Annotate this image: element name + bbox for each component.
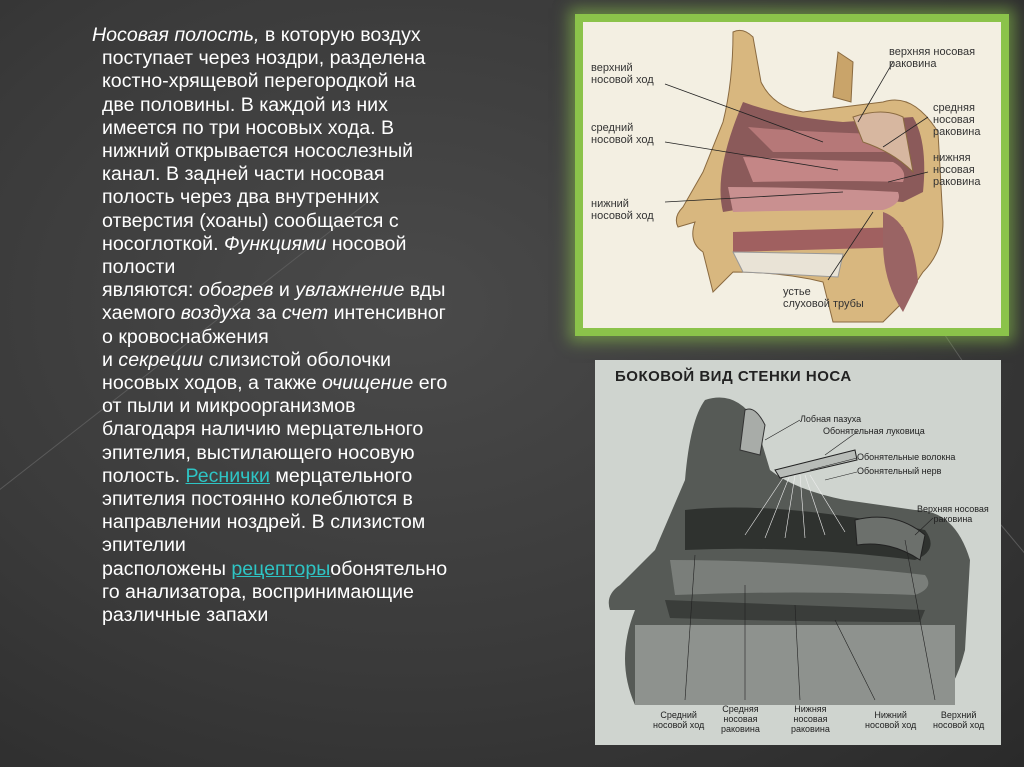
text-span: за <box>251 302 282 325</box>
label-olfactory-fibers: Обонятельные волокна <box>857 452 956 462</box>
text-span: нижний открывается носослезный <box>102 140 414 163</box>
nasal-cavity-figure <box>583 22 1001 328</box>
text-span: вды <box>404 279 446 302</box>
text-line <box>102 511 542 534</box>
text-line <box>102 372 542 395</box>
text-span: мерцательного <box>269 464 413 487</box>
text-line <box>102 70 542 93</box>
text-span: направлении ноздрей. В слизистом <box>102 511 426 534</box>
text-line <box>102 163 542 186</box>
hyperlink[interactable]: Реснички <box>185 464 270 487</box>
text-span: счет <box>281 302 329 325</box>
text-line <box>92 24 542 47</box>
text-line <box>102 302 542 325</box>
text-span: носовых ходов, а также <box>102 372 323 395</box>
text-span: благодаря наличию мерцательного <box>102 418 424 441</box>
text-line <box>102 488 542 511</box>
text-line <box>102 140 542 163</box>
label-upper-concha: верхняя носовая раковина <box>889 46 976 70</box>
hyperlink[interactable]: рецепторы <box>231 557 331 580</box>
text-line <box>102 465 542 488</box>
label-middle-concha: Средняя носовая раковина <box>721 704 760 734</box>
nasal-wall-figure <box>595 360 1001 745</box>
text-span: имеется по три носовых хода. В <box>102 116 395 139</box>
text-line <box>102 256 542 279</box>
text-span: канал. В задней части носовая <box>102 163 385 186</box>
text-span: и <box>102 348 119 371</box>
text-span: от пыли и микроорганизмов <box>102 395 356 418</box>
text-line <box>102 117 542 140</box>
text-span: увлажнение <box>295 279 405 302</box>
text-line <box>102 349 542 372</box>
text-span: поступает через ноздри, разделена <box>102 47 426 70</box>
text-span: обонятельно <box>330 557 448 580</box>
text-span: различные запахи <box>102 604 269 627</box>
label-middle-meatus: Средний носовой ход <box>653 710 705 730</box>
label-middle-meatus: средний носовой ход <box>591 122 654 146</box>
text-line <box>102 442 542 465</box>
text-line <box>102 210 542 233</box>
label-lower-meatus: Нижний носовой ход <box>865 710 917 730</box>
text-span: секреции <box>118 348 204 371</box>
label-frontal-sinus: Лобная пазуха <box>800 414 862 424</box>
text-span: Функциями <box>223 232 327 255</box>
body-text <box>92 24 542 627</box>
text-line <box>102 186 542 209</box>
label-lower-concha: Нижняя носовая раковина <box>791 704 830 734</box>
text-span: являются: <box>102 279 199 302</box>
text-line <box>102 47 542 70</box>
text-span: две половины. В каждой из них <box>102 93 388 116</box>
label-upper-meatus: верхний носовой ход <box>591 62 654 86</box>
text-span: расположены <box>102 557 232 580</box>
label-lower-meatus: нижний носовой ход <box>591 198 654 222</box>
label-olfactory-nerve: Обонятельный нерв <box>857 466 942 476</box>
text-span: полость. <box>102 464 186 487</box>
text-span: отверстия (хоаны) сообщается с <box>102 209 399 232</box>
text-line <box>102 604 542 627</box>
text-span: носоглоткой. <box>102 232 224 255</box>
text-line <box>102 233 542 256</box>
text-span: носовой <box>326 232 407 255</box>
text-span: го анализатора, воспринимающие <box>102 580 414 603</box>
text-span: обогрев <box>198 279 274 302</box>
figure-title: БОКОВОЙ ВИД СТЕНКИ НОСА <box>615 368 852 385</box>
text-line <box>102 395 542 418</box>
text-span: и <box>273 279 296 302</box>
text-span: эпителии <box>102 534 186 557</box>
text-line <box>102 279 542 302</box>
text-line <box>102 534 542 557</box>
text-line <box>102 558 542 581</box>
text-span: о кровоснабжения <box>102 325 269 348</box>
text-span: эпителия постоянно колеблются в <box>102 488 413 511</box>
text-line <box>102 418 542 441</box>
label-middle-concha: средняя носовая раковина <box>933 102 981 138</box>
text-span: слизистой оболочки <box>203 348 391 371</box>
text-line <box>102 94 542 117</box>
label-upper-concha: Верхняя носовая раковина <box>917 504 989 524</box>
text-line <box>102 326 542 349</box>
text-span: интенсивног <box>328 302 446 325</box>
text-line <box>102 581 542 604</box>
text-span: эпителия, выстилающего носовую <box>102 441 415 464</box>
text-span: воздуха <box>180 302 252 325</box>
text-span: костно-хрящевой перегородкой на <box>102 70 416 93</box>
label-upper-meatus: Верхний носовой ход <box>933 710 985 730</box>
text-span: его <box>413 372 448 395</box>
text-span: в которую воздух <box>259 24 421 46</box>
label-lower-concha: нижняя носовая раковина <box>933 152 981 188</box>
text-span: полости <box>102 256 176 279</box>
text-span: хаемого <box>102 302 181 325</box>
text-span: полость через два внутренних <box>102 186 380 209</box>
label-tube-mouth: устье слуховой трубы <box>783 286 864 310</box>
text-span: Носовая полость, <box>92 24 260 46</box>
label-olfactory-bulb: Обонятельная луковица <box>823 426 925 436</box>
text-span: очищение <box>322 372 414 395</box>
